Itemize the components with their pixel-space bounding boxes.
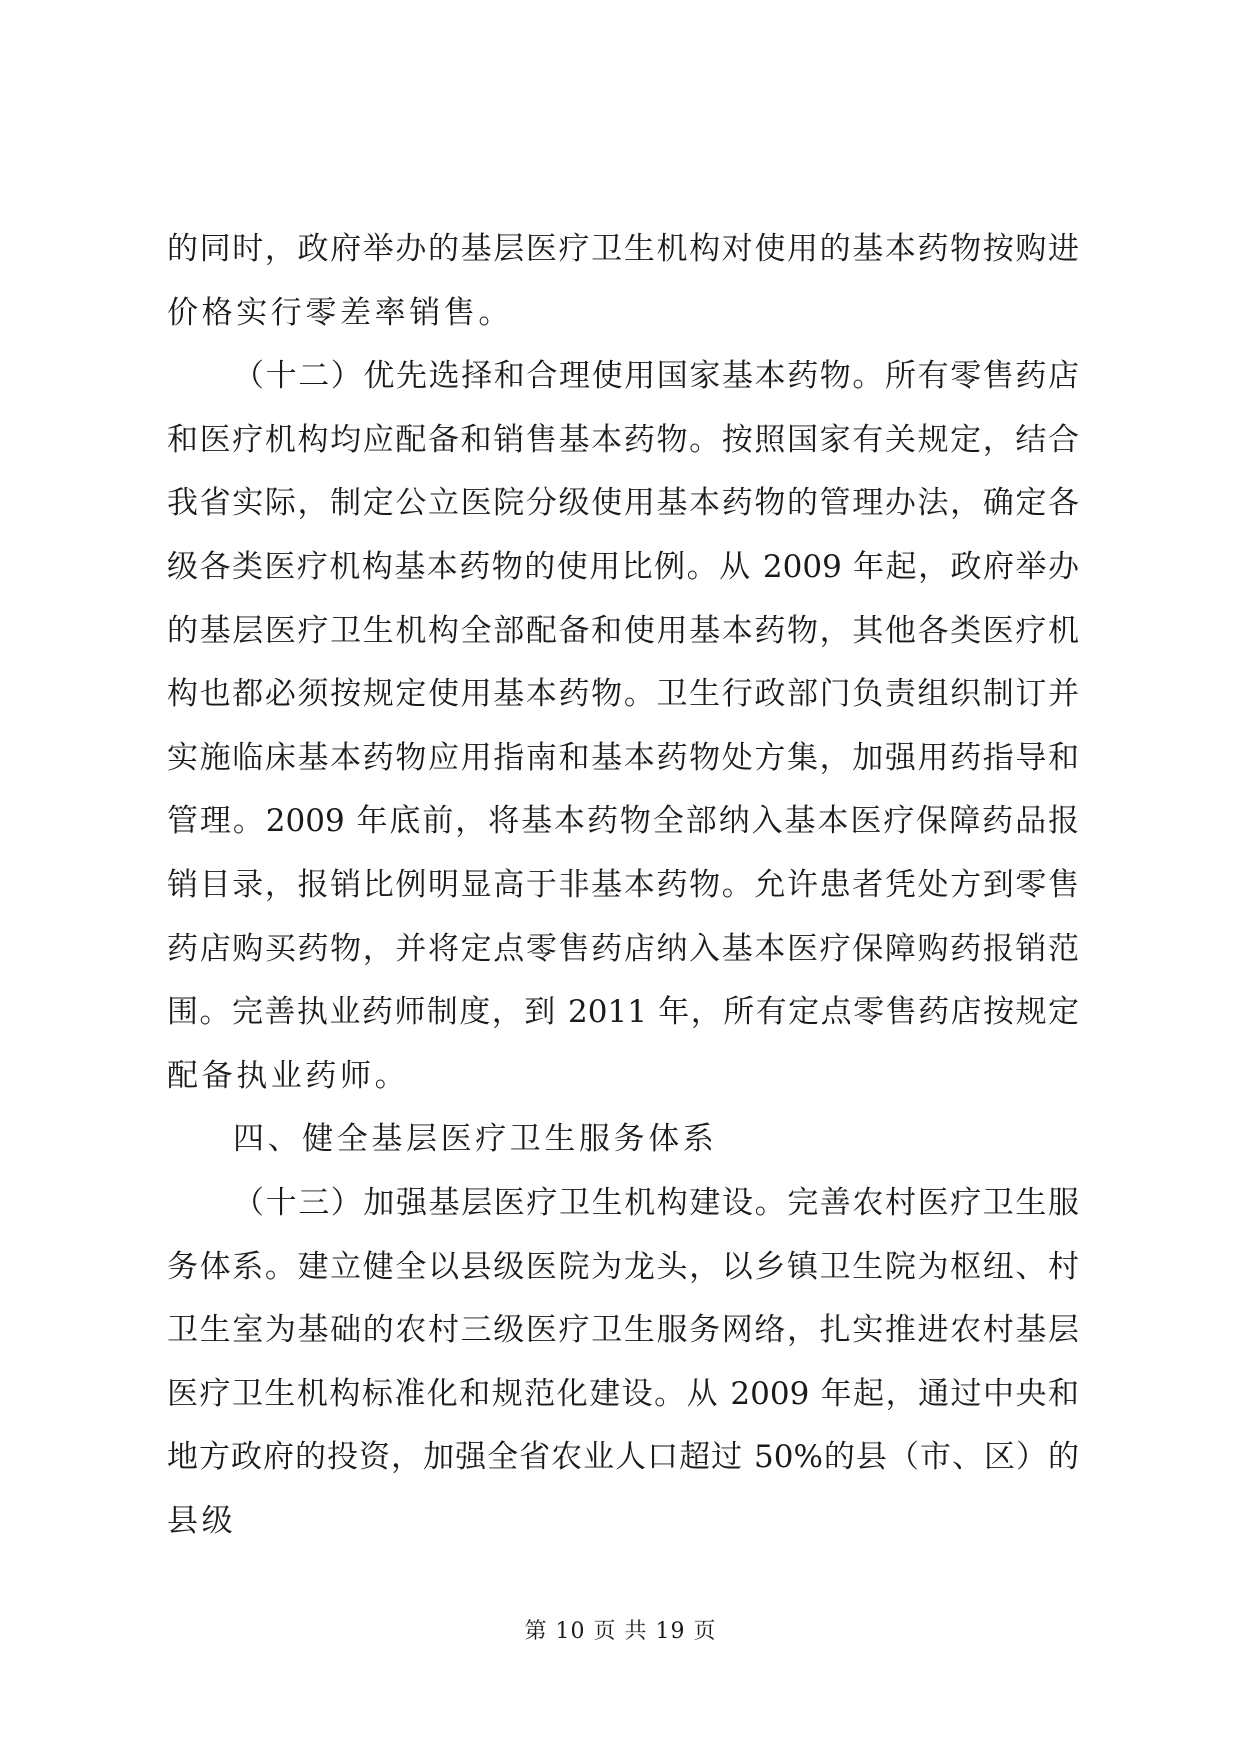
section-heading-13: （十三）加强基层医疗卫生机构建设。完善农村医疗卫生服 [233,1184,1079,1221]
section-heading-4: 四、健全基层医疗卫生服务体系 [233,1121,718,1158]
text-line: 医疗卫生机构标准化和规范化建设。从 2009 年起，通过中央和 [167,1375,1079,1412]
text-line: 构也都必须按规定使用基本药物。卫生行政部门负责组织制订并 [167,676,1079,713]
text-line: 和医疗机构均应配备和销售基本药物。按照国家有关规定，结合 [167,421,1079,458]
text-line: 销目录，报销比例明显高于非基本药物。允许患者凭处方到零售 [167,866,1079,903]
page-footer [0,1618,1241,1646]
text-line: 价格实行零差率销售。 [167,294,513,331]
text-line: 配备执业药师。 [167,1057,410,1094]
text-line: 药店购买药物，并将定点零售药店纳入基本医疗保障购药报销范 [167,930,1079,967]
text-line: 的同时，政府举办的基层医疗卫生机构对使用的基本药物按购进 [167,231,1079,267]
body-text [167,229,1079,1564]
text-line: 务体系。建立健全以县级医院为龙头，以乡镇卫生院为枢纽、村 [167,1248,1079,1285]
text-line: 地方政府的投资，加强全省农业人口超过 50%的县（市、区）的 [167,1439,1079,1476]
text-line: 的基层医疗卫生机构全部配备和使用基本药物，其他各类医疗机 [167,612,1079,649]
section-heading-12: （十二）优先选择和合理使用国家基本药物。所有零售药店 [233,358,1079,395]
text-line: 我省实际，制定公立医院分级使用基本药物的管理办法，确定各 [167,485,1079,522]
text-line: 围。完善执业药师制度，到 2011 年，所有定点零售药店按规定 [167,994,1079,1031]
text-line: 卫生室为基础的农村三级医疗卫生服务网络，扎实推进农村基层 [167,1312,1079,1349]
text-line: 管理。2009 年底前，将基本药物全部纳入基本医疗保障药品报 [167,803,1079,840]
text-line: 县级 [167,1502,237,1539]
page-number: 第 10 页 共 19 页 [524,1619,717,1644]
text-line: 实施临床基本药物应用指南和基本药物处方集，加强用药指导和 [167,739,1079,776]
text-line: 级各类医疗机构基本药物的使用比例。从 2009 年起，政府举办 [167,548,1079,585]
